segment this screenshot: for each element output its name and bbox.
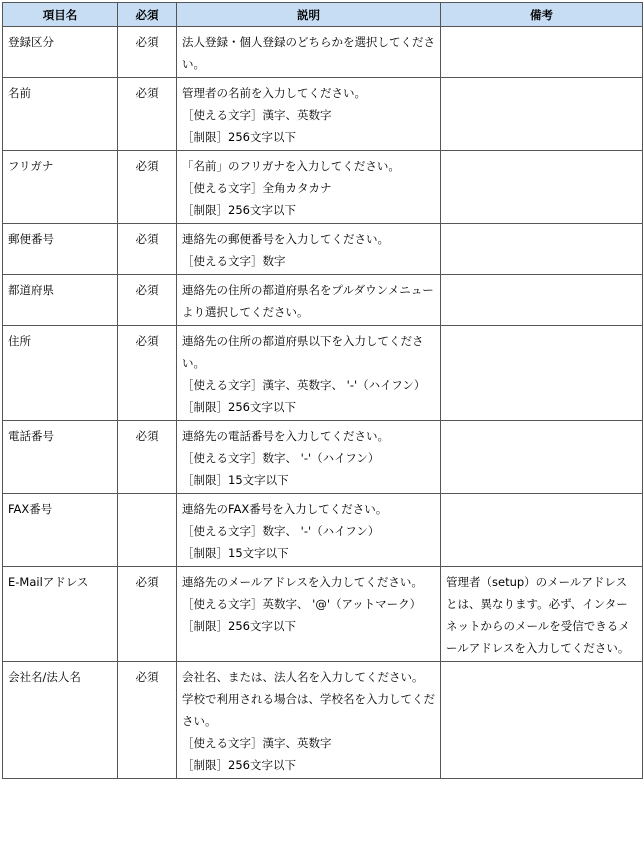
description-line: 「名前」のフリガナを入力してください。: [182, 159, 400, 173]
required-cell: [118, 494, 177, 567]
description-line: ［制限］256文字以下: [182, 619, 296, 633]
item-name-cell: E-Mailアドレス: [3, 567, 118, 662]
table-row: [3, 567, 643, 662]
required-cell: 必須: [118, 421, 177, 494]
description-cell: [177, 567, 441, 662]
description-cell: [177, 421, 441, 494]
description-line: 連絡先の住所の都道府県以下を入力してください。: [182, 334, 424, 370]
note-cell: [441, 326, 643, 421]
description-line: ［使える文字］漢字、英数字、 '-'（ハイフン）: [182, 378, 426, 392]
table-row: [3, 326, 643, 421]
table-row: [3, 27, 643, 78]
table-row: [3, 224, 643, 275]
header-description: 説明: [177, 3, 441, 27]
table-row: [3, 662, 643, 779]
description-line: 学校で利用される場合は、学校名を入力してください。: [182, 692, 435, 728]
description-line: 連絡先のFAX番号を入力してください。: [182, 502, 388, 516]
note-cell: [441, 662, 643, 779]
description-cell: [177, 78, 441, 151]
description-line: 連絡先の住所の都道府県名をプルダウンメニューより選択してください。: [182, 283, 434, 319]
note-cell: [441, 78, 643, 151]
item-name-cell: 会社名/法人名: [3, 662, 118, 779]
description-cell: [177, 275, 441, 326]
description-cell: [177, 662, 441, 779]
description-line: ［制限］256文字以下: [182, 400, 296, 414]
required-cell: 必須: [118, 275, 177, 326]
required-cell: 必須: [118, 151, 177, 224]
header-required: 必須: [118, 3, 177, 27]
item-name-cell: 登録区分: [3, 27, 118, 78]
note-cell: [441, 494, 643, 567]
description-line: ［使える文字］数字、 '-'（ハイフン）: [182, 524, 380, 538]
description-cell: [177, 27, 441, 78]
field-spec-table: [2, 2, 643, 779]
note-cell: [441, 151, 643, 224]
description-line: ［使える文字］英数字、 '@'（アットマーク）: [182, 597, 422, 611]
note-cell: [441, 275, 643, 326]
table-row: [3, 78, 643, 151]
required-cell: 必須: [118, 27, 177, 78]
item-name-cell: 電話番号: [3, 421, 118, 494]
table-row: [3, 275, 643, 326]
description-line: 法人登録・個人登録のどちらかを選択してください。: [182, 35, 435, 71]
table-row: [3, 421, 643, 494]
required-cell: 必須: [118, 662, 177, 779]
required-cell: 必須: [118, 567, 177, 662]
header-item: 項目名: [3, 3, 118, 27]
description-cell: [177, 151, 441, 224]
item-name-cell: 郵便番号: [3, 224, 118, 275]
description-line: ［制限］256文字以下: [182, 203, 296, 217]
note-cell: [441, 421, 643, 494]
description-line: ［制限］15文字以下: [182, 546, 289, 560]
header-note: 備考: [441, 3, 643, 27]
description-line: ［制限］15文字以下: [182, 473, 289, 487]
item-name-cell: 住所: [3, 326, 118, 421]
description-line: 管理者の名前を入力してください。: [182, 86, 366, 100]
required-cell: 必須: [118, 326, 177, 421]
note-cell: [441, 224, 643, 275]
description-line: ［使える文字］漢字、英数字: [182, 736, 332, 750]
description-cell: [177, 494, 441, 567]
item-name-cell: FAX番号: [3, 494, 118, 567]
description-line: ［使える文字］漢字、英数字: [182, 108, 332, 122]
note-cell: [441, 27, 643, 78]
required-cell: 必須: [118, 78, 177, 151]
table-row: [3, 151, 643, 224]
description-line: ［使える文字］数字: [182, 254, 286, 268]
header-row: [3, 3, 643, 27]
note-cell: 管理者（setup）のメールアドレスとは、異なります。必ず、インターネットからのメールを受信できるメールアドレスを入力してください。: [441, 567, 643, 662]
description-line: 連絡先の郵便番号を入力してください。: [182, 232, 389, 246]
description-line: ［使える文字］数字、 '-'（ハイフン）: [182, 451, 380, 465]
description-line: 会社名、または、法人名を入力してください。: [182, 670, 424, 684]
required-cell: 必須: [118, 224, 177, 275]
description-line: 連絡先の電話番号を入力してください。: [182, 429, 389, 443]
item-name-cell: 都道府県: [3, 275, 118, 326]
item-name-cell: 名前: [3, 78, 118, 151]
description-cell: [177, 326, 441, 421]
description-cell: [177, 224, 441, 275]
description-line: 連絡先のメールアドレスを入力してください。: [182, 575, 423, 589]
description-line: ［制限］256文字以下: [182, 758, 296, 772]
description-line: ［制限］256文字以下: [182, 130, 296, 144]
table-row: [3, 494, 643, 567]
description-line: ［使える文字］全角カタカナ: [182, 181, 332, 195]
item-name-cell: フリガナ: [3, 151, 118, 224]
